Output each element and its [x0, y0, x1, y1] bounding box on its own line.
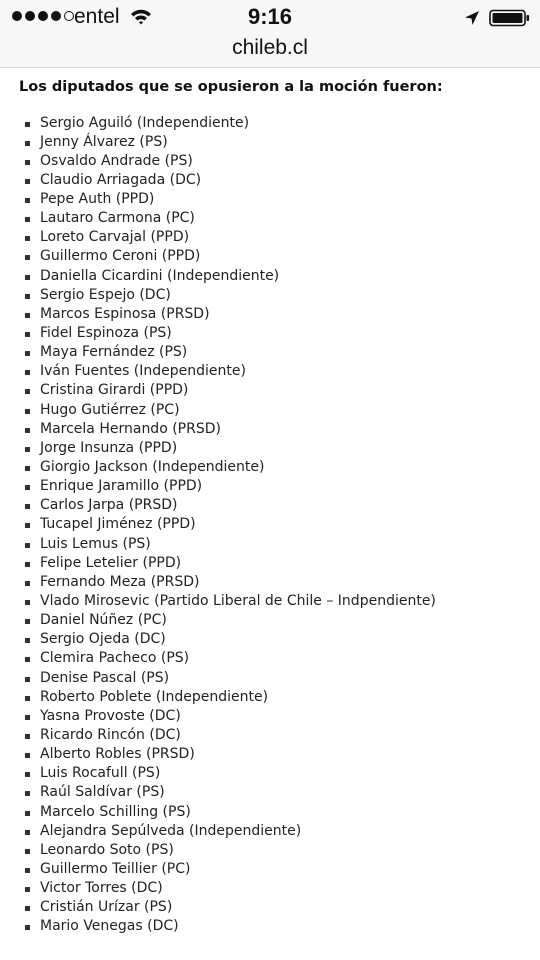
list-item-text: Alberto Robles (PRSD)	[40, 746, 195, 763]
bullet-icon	[25, 466, 30, 471]
list-item	[24, 381, 436, 400]
bullet-icon	[25, 562, 30, 567]
bullet-icon	[25, 255, 30, 260]
list-item-text: Hugo Gutiérrez (PC)	[40, 401, 180, 418]
list-item-text: Fidel Espinoza (PS)	[40, 325, 172, 342]
list-item	[24, 152, 436, 171]
bullet-icon	[25, 600, 30, 605]
list-item	[24, 228, 436, 247]
list-item-text: Carlos Jarpa (PRSD)	[40, 497, 178, 514]
list-item	[24, 171, 436, 190]
list-item	[24, 841, 436, 860]
bullet-icon	[25, 906, 30, 911]
list-item-text: Luis Rocafull (PS)	[40, 765, 161, 782]
list-item	[24, 343, 436, 362]
list-item-text: Yasna Provoste (DC)	[40, 707, 181, 724]
list-item	[24, 554, 436, 573]
list-item-text: Pepe Auth (PPD)	[40, 191, 155, 208]
list-item	[24, 783, 436, 802]
bullet-icon	[25, 485, 30, 490]
list-item-text: Marcelo Schilling (PS)	[40, 803, 191, 820]
list-item	[24, 305, 436, 324]
deputies-list	[24, 114, 436, 937]
list-item	[24, 745, 436, 764]
carrier-name: entel	[74, 5, 120, 28]
list-item-text: Clemira Pacheco (PS)	[40, 650, 190, 667]
list-item	[24, 669, 436, 688]
list-item-text: Enrique Jaramillo (PPD)	[40, 478, 203, 495]
article-heading: Los diputados que se opusieron a la moción fueron:	[19, 79, 443, 95]
list-item-text: Roberto Poblete (Independiente)	[40, 688, 269, 705]
bullet-icon	[25, 294, 30, 299]
bullet-icon	[25, 217, 30, 222]
list-item-text: Cristián Urízar (PS)	[40, 899, 173, 916]
list-item-text: Sergio Espejo (DC)	[40, 286, 171, 303]
list-item-text: Daniella Cicardini (Independiente)	[40, 267, 280, 284]
list-item	[24, 764, 436, 783]
list-item-text: Jorge Insunza (PPD)	[40, 439, 178, 456]
status-clock: 9:16	[247, 4, 293, 29]
list-item	[24, 401, 436, 420]
bullet-icon	[25, 313, 30, 318]
list-item	[24, 133, 436, 152]
bullet-icon	[25, 198, 30, 203]
bullet-icon	[25, 122, 30, 127]
bullet-icon	[25, 925, 30, 930]
list-item	[24, 803, 436, 822]
list-item	[24, 822, 436, 841]
bullet-icon	[25, 447, 30, 452]
list-item	[24, 267, 436, 286]
list-item	[24, 496, 436, 515]
list-item-text: Felipe Letelier (PPD)	[40, 554, 182, 571]
list-item-text: Sergio Ojeda (DC)	[40, 631, 166, 648]
list-item-text: Cristina Girardi (PPD)	[40, 382, 189, 399]
list-item-text: Claudio Arriagada (DC)	[40, 171, 202, 188]
list-item	[24, 209, 436, 228]
bullet-icon	[25, 715, 30, 720]
list-item-text: Marcela Hernando (PRSD)	[40, 420, 221, 437]
battery-icon	[489, 9, 531, 27]
list-item	[24, 477, 436, 496]
list-item	[24, 707, 436, 726]
bullet-icon	[25, 811, 30, 816]
bullet-icon	[25, 753, 30, 758]
list-item-text: Luis Lemus (PS)	[40, 535, 151, 552]
list-item-text: Giorgio Jackson (Independiente)	[40, 459, 265, 476]
list-item	[24, 611, 436, 630]
list-item-text: Iván Fuentes (Independiente)	[40, 363, 246, 380]
bullet-icon	[25, 275, 30, 280]
list-item-text: Osvaldo Andrade (PS)	[40, 152, 193, 169]
list-item-text: Jenny Álvarez (PS)	[40, 133, 168, 150]
bullet-icon	[25, 141, 30, 146]
list-item-text: Loreto Carvajal (PPD)	[40, 229, 190, 246]
bullet-icon	[25, 772, 30, 777]
list-item	[24, 917, 436, 936]
list-item	[24, 898, 436, 917]
bullet-icon	[25, 160, 30, 165]
bullet-icon	[25, 791, 30, 796]
list-item-text: Denise Pascal (PS)	[40, 669, 170, 686]
list-item	[24, 860, 436, 879]
list-item	[24, 879, 436, 898]
list-item-text: Lautaro Carmona (PC)	[40, 210, 195, 227]
article-content	[0, 68, 540, 960]
bullet-icon	[25, 523, 30, 528]
bullet-icon	[25, 428, 30, 433]
list-item-text: Fernando Meza (PRSD)	[40, 573, 200, 590]
bullet-icon	[25, 887, 30, 892]
bullet-icon	[25, 389, 30, 394]
bullet-icon	[25, 370, 30, 375]
list-item-text: Guillermo Ceroni (PPD)	[40, 248, 201, 265]
bullet-icon	[25, 677, 30, 682]
list-item	[24, 439, 436, 458]
list-item-text: Leonardo Soto (PS)	[40, 841, 174, 858]
list-item	[24, 114, 436, 133]
list-item	[24, 592, 436, 611]
browser-top-bar	[0, 0, 540, 68]
bullet-icon	[25, 179, 30, 184]
bullet-icon	[25, 351, 30, 356]
list-item-text: Tucapel Jiménez (PPD)	[40, 516, 196, 533]
list-item-text: Ricardo Rincón (DC)	[40, 727, 181, 743]
bullet-icon	[25, 849, 30, 854]
list-item	[24, 247, 436, 266]
address-bar-url[interactable]: chileb.cl	[232, 36, 308, 59]
bullet-icon	[25, 581, 30, 586]
list-item-text: Daniel Núñez (PC)	[40, 612, 167, 629]
location-arrow-icon	[463, 9, 481, 27]
bullet-icon	[25, 619, 30, 624]
bullet-icon	[25, 504, 30, 509]
bullet-icon	[25, 236, 30, 241]
list-item	[24, 688, 436, 707]
list-item-text: Victor Torres (DC)	[40, 880, 163, 897]
list-item-text: Mario Venegas (DC)	[40, 918, 179, 935]
bullet-icon	[25, 734, 30, 739]
bullet-icon	[25, 696, 30, 701]
list-item	[24, 458, 436, 477]
list-item	[24, 190, 436, 209]
list-item-text: Maya Fernández (PS)	[40, 344, 188, 361]
bullet-icon	[25, 638, 30, 643]
list-item-text: Raúl Saldívar (PS)	[40, 784, 165, 801]
bullet-icon	[25, 657, 30, 662]
list-item-text: Alejandra Sepúlveda (Independiente)	[40, 822, 302, 839]
bullet-icon	[25, 543, 30, 548]
list-item	[24, 726, 436, 745]
list-item	[24, 535, 436, 554]
list-item	[24, 515, 436, 534]
list-item-text: Marcos Espinosa (PRSD)	[40, 305, 210, 322]
list-item	[24, 649, 436, 668]
bullet-icon	[25, 868, 30, 873]
list-item	[24, 362, 436, 381]
bullet-icon	[25, 409, 30, 414]
list-item	[24, 420, 436, 439]
list-item	[24, 573, 436, 592]
status-bar	[0, 0, 540, 36]
list-item-text: Sergio Aguiló (Independiente)	[40, 114, 250, 131]
list-item	[24, 286, 436, 305]
list-item-text: Guillermo Teillier (PC)	[40, 860, 191, 877]
bullet-icon	[25, 830, 30, 835]
list-item	[24, 630, 436, 649]
list-item	[24, 324, 436, 343]
bullet-icon	[25, 332, 30, 337]
list-item-text: Vlado Mirosevic (Partido Liberal de Chile – Indpendiente)	[40, 593, 436, 610]
